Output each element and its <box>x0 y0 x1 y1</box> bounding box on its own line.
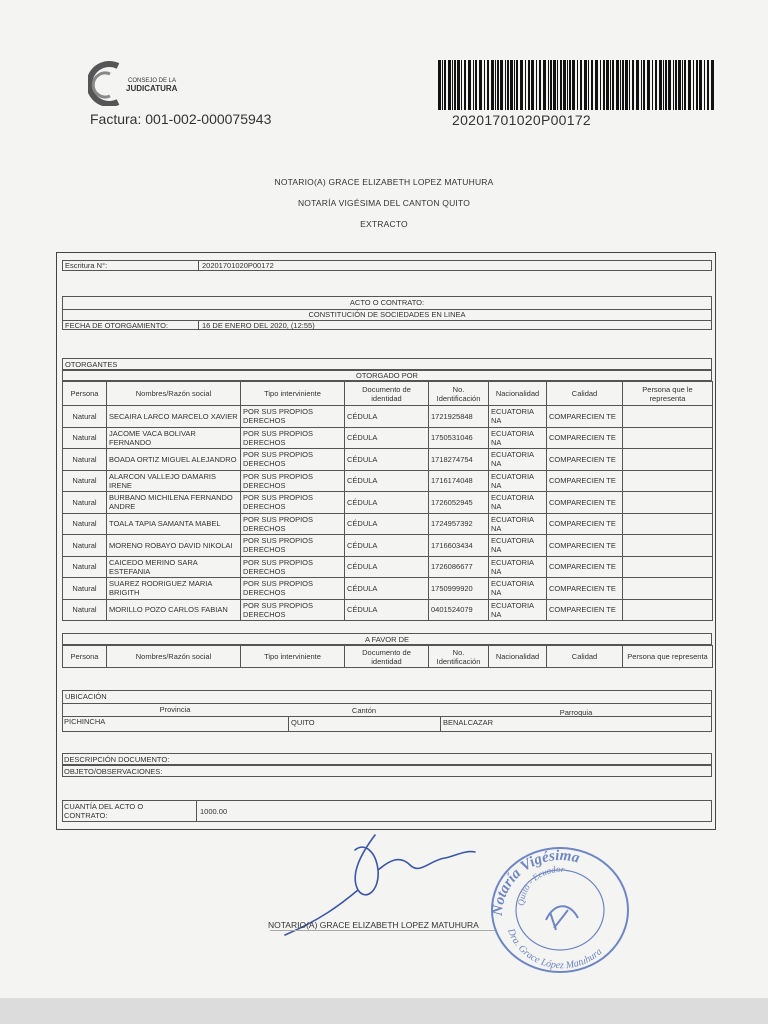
otorgantes-cell: ECUATORIA NA <box>489 492 547 514</box>
otorgantes-cell: Natural <box>63 535 107 557</box>
otorgantes-header-cell: Nombres/Razón social <box>107 382 241 406</box>
barcode-bar <box>497 60 499 110</box>
otorgantes-cell: 1716174048 <box>429 470 489 492</box>
barcode-bar <box>491 60 494 110</box>
otorgantes-cell: CÉDULA <box>345 578 429 600</box>
barcode-bar <box>536 60 537 110</box>
barcode-bar <box>643 60 645 110</box>
barcode-bar <box>507 60 509 110</box>
objeto-label: OBJETO/OBSERVACIONES: <box>64 767 163 776</box>
otorgantes-cell: CÉDULA <box>345 427 429 449</box>
otorgantes-cell: POR SUS PROPIOS DERECHOS <box>241 535 345 557</box>
otorgantes-cell: ECUATORIA NA <box>489 578 547 600</box>
barcode-bar <box>673 60 674 110</box>
otorgantes-cell: 1750531046 <box>429 427 489 449</box>
otorgantes-cell: 1716603434 <box>429 535 489 557</box>
otorgantes-cell <box>623 599 713 621</box>
otorgantes-cell: ECUATORIA NA <box>489 535 547 557</box>
otorgantes-cell: COMPARECIEN TE <box>547 513 623 535</box>
a-favor-header-cell: Documento de identidad <box>345 646 429 668</box>
barcode-bar <box>603 60 605 110</box>
logo-line1: CONSEJO DE LA <box>128 78 177 84</box>
ubicacion-parroquia-value: BENALCAZAR <box>443 718 494 727</box>
otorgantes-cell: SUAREZ RODRIGUEZ MARIA BRIGITH <box>107 578 241 600</box>
barcode-bar <box>514 60 515 110</box>
otorgantes-cell: SECAIRA LARCO MARCELO XAVIER <box>107 406 241 428</box>
barcode-bar <box>531 60 534 110</box>
otorgantes-row <box>63 427 713 449</box>
barcode-bar <box>520 60 523 110</box>
otorgantes-cell: POR SUS PROPIOS DERECHOS <box>241 556 345 578</box>
barcode <box>436 60 716 110</box>
barcode-bar <box>448 60 451 110</box>
otorgantes-cell: COMPARECIEN TE <box>547 470 623 492</box>
otorgantes-header-cell: Persona que le representa <box>623 382 713 406</box>
barcode-bar <box>688 60 691 110</box>
otorgantes-cell: JACOME VACA BOLIVAR FERNANDO <box>107 427 241 449</box>
barcode-bar <box>641 60 642 110</box>
barcode-bar <box>510 60 513 110</box>
barcode-bar <box>652 60 653 110</box>
otorgantes-cell: Natural <box>63 599 107 621</box>
a-favor-title: A FAVOR DE <box>364 635 410 644</box>
otorgantes-cell: 1726052945 <box>429 492 489 514</box>
notary-seal <box>484 838 636 976</box>
otorgantes-cell: BOADA ORTIZ MIGUEL ALEJANDRO <box>107 449 241 471</box>
barcode-bar <box>699 60 702 110</box>
otorgantes-cell: ECUATORIA NA <box>489 449 547 471</box>
barcode-bar <box>553 60 556 110</box>
barcode-bar <box>461 60 462 110</box>
otorgantes-cell: Natural <box>63 556 107 578</box>
otorgantes-cell <box>623 470 713 492</box>
barcode-bar <box>475 60 477 110</box>
otorgantes-header-cell: Documento de identidad <box>345 382 429 406</box>
otorgantes-cell: CÉDULA <box>345 492 429 514</box>
otorgantes-cell: Natural <box>63 470 107 492</box>
otorgantes-cell: POR SUS PROPIOS DERECHOS <box>241 406 345 428</box>
otorgantes-cell: CÉDULA <box>345 599 429 621</box>
otorgantes-cell <box>623 427 713 449</box>
a-favor-header-cell: Calidad <box>547 646 623 668</box>
cuantia-value: 1000.00 <box>200 807 228 816</box>
document-type: EXTRACTO <box>360 219 408 229</box>
a-favor-header-cell: Nacionalidad <box>489 646 547 668</box>
barcode-number: 20201701020P00172 <box>452 112 592 128</box>
acto-title: ACTO O CONTRATO: <box>349 298 425 307</box>
barcode-bar <box>528 60 530 110</box>
barcode-bar <box>659 60 662 110</box>
otorgantes-row <box>63 535 713 557</box>
seal-bottom-text: Dra. Grace López Matuhura <box>505 927 605 972</box>
barcode-bar <box>550 60 552 110</box>
otorgantes-cell: POR SUS PROPIOS DERECHOS <box>241 470 345 492</box>
barcode-bar <box>647 60 650 110</box>
barcode-bar <box>569 60 571 110</box>
otorgantes-cell <box>623 578 713 600</box>
descripcion-label: DESCRIPCIÓN DOCUMENTO: <box>64 755 170 764</box>
otorgantes-cell: CAICEDO MERINO SARA ESTEFANIA <box>107 556 241 578</box>
barcode-bar <box>543 60 546 110</box>
barcode-bar <box>539 60 541 110</box>
otorgantes-cell: CÉDULA <box>345 535 429 557</box>
otorgantes-cell: COMPARECIEN TE <box>547 449 623 471</box>
svg-text:Dra. Grace López Matuhura <box>505 926 605 971</box>
fecha-label: FECHA DE OTORGAMIENTO: <box>65 321 169 330</box>
otorgantes-header-cell: Persona <box>63 382 107 406</box>
otorgantes-cell: Natural <box>63 513 107 535</box>
ubicacion-parroquia-header: Parroquia <box>559 708 593 717</box>
barcode-bar <box>696 60 698 110</box>
otorgantes-cell: ECUATORIA NA <box>489 427 547 449</box>
otorgantes-cell <box>623 535 713 557</box>
otorgado-por-title: OTORGADO POR <box>356 371 418 380</box>
ubicacion-canton-header: Cantón <box>351 706 377 715</box>
otorgantes-cell: MORILLO POZO CARLOS FABIAN <box>107 599 241 621</box>
barcode-bar <box>707 60 709 110</box>
otorgantes-cell: COMPARECIEN TE <box>547 578 623 600</box>
barcode-bar <box>584 60 587 110</box>
barcode-bar <box>457 60 460 110</box>
barcode-bar <box>588 60 589 110</box>
otorgantes-cell: COMPARECIEN TE <box>547 492 623 514</box>
otorgantes-cell: MORENO ROBAYO DAVID NIKOLAI <box>107 535 241 557</box>
otorgantes-cell: ECUATORIA NA <box>489 470 547 492</box>
barcode-bar <box>684 60 686 110</box>
barcode-bar <box>620 60 621 110</box>
barcode-bar <box>487 60 489 110</box>
barcode-bar <box>560 60 562 110</box>
fecha-col-divider <box>198 320 199 330</box>
otorgantes-cell: 1724957392 <box>429 513 489 535</box>
otorgantes-row <box>63 449 713 471</box>
otorgantes-cell: 0401524079 <box>429 599 489 621</box>
otorgantes-cell: COMPARECIEN TE <box>547 599 623 621</box>
otorgantes-cell: TOALA TAPIA SAMANTA MABEL <box>107 513 241 535</box>
otorgantes-table <box>62 381 713 621</box>
barcode-bar <box>595 60 598 110</box>
barcode-bar <box>663 60 664 110</box>
barcode-bar <box>682 60 683 110</box>
svg-text:Quito - Ecuador <box>516 864 565 906</box>
a-favor-header-cell: Tipo interviniente <box>241 646 345 668</box>
otorgantes-row <box>63 578 713 600</box>
barcode-bar <box>567 60 568 110</box>
barcode-bar <box>606 60 609 110</box>
barcode-bar <box>636 60 639 110</box>
otorgantes-row <box>63 470 713 492</box>
barcode-bar <box>473 60 474 110</box>
barcode-bar <box>632 60 634 110</box>
otorgantes-cell: COMPARECIEN TE <box>547 406 623 428</box>
judicatura-logo <box>88 58 218 106</box>
barcode-bar <box>500 60 503 110</box>
otorgantes-title: OTORGANTES <box>65 360 118 369</box>
barcode-bar <box>454 60 456 110</box>
otorgantes-cell: COMPARECIEN TE <box>547 427 623 449</box>
barcode-bar <box>464 60 466 110</box>
barcode-bar <box>693 60 694 110</box>
otorgantes-header-cell: Calidad <box>547 382 623 406</box>
otorgantes-cell: 1726086677 <box>429 556 489 578</box>
ubicacion-divider <box>62 703 712 704</box>
barcode-bar <box>516 60 518 110</box>
barcode-bar <box>711 60 714 110</box>
barcode-bar <box>591 60 593 110</box>
otorgantes-cell: POR SUS PROPIOS DERECHOS <box>241 427 345 449</box>
otorgantes-cell: Natural <box>63 406 107 428</box>
ubicacion-provincia-value: PICHINCHA <box>64 717 106 726</box>
otorgantes-cell <box>623 513 713 535</box>
barcode-bar <box>678 60 681 110</box>
barcode-bar <box>479 60 482 110</box>
a-favor-header-cell: Persona <box>63 646 107 668</box>
otorgantes-header-cell: Tipo interviniente <box>241 382 345 406</box>
a-favor-header-cell: No. Identificación <box>429 646 489 668</box>
a-favor-header-cell: Persona que representa <box>623 646 713 668</box>
otorgantes-cell: POR SUS PROPIOS DERECHOS <box>241 599 345 621</box>
otorgantes-cell: CÉDULA <box>345 406 429 428</box>
barcode-bar <box>655 60 657 110</box>
barcode-bar <box>563 60 566 110</box>
otorgantes-cell <box>623 492 713 514</box>
barcode-bar <box>668 60 671 110</box>
otorgantes-cell: CÉDULA <box>345 449 429 471</box>
seal-top-text: Notaría Vigésima <box>489 847 582 917</box>
otorgantes-cell <box>623 556 713 578</box>
otorgantes-row <box>63 556 713 578</box>
cuantia-label: CUANTÍA DEL ACTO O CONTRATO: <box>64 802 144 820</box>
a-favor-header-cell: Nombres/Razón social <box>107 646 241 668</box>
scan-bottom-edge <box>0 998 768 1024</box>
notaria-title: NOTARÍA VIGÉSIMA DEL CANTON QUITO <box>297 198 471 208</box>
otorgantes-cell: CÉDULA <box>345 513 429 535</box>
ubicacion-provincia-header: Provincia <box>159 705 191 714</box>
otorgantes-cell: POR SUS PROPIOS DERECHOS <box>241 449 345 471</box>
barcode-bar <box>572 60 575 110</box>
barcode-bar <box>438 60 441 110</box>
factura-number: Factura: 001-002-000075943 <box>90 111 272 127</box>
barcode-bar <box>557 60 558 110</box>
otorgantes-cell: ECUATORIA NA <box>489 556 547 578</box>
otorgantes-header-cell: No. Identificación <box>429 382 489 406</box>
cuantia-divider <box>196 800 197 822</box>
otorgantes-cell: ECUATORIA NA <box>489 599 547 621</box>
otorgantes-cell: Natural <box>63 449 107 471</box>
a-favor-header-row <box>63 646 713 668</box>
otorgantes-cell: CÉDULA <box>345 470 429 492</box>
barcode-bar <box>442 60 443 110</box>
otorgantes-cell: Natural <box>63 492 107 514</box>
otorgantes-cell: POR SUS PROPIOS DERECHOS <box>241 513 345 535</box>
notary-title: NOTARIO(A) GRACE ELIZABETH LOPEZ MATUHURA <box>274 177 494 187</box>
ubicacion-title: UBICACIÓN <box>65 692 107 701</box>
barcode-bar <box>484 60 485 110</box>
barcode-bar <box>612 60 614 110</box>
barcode-bar <box>505 60 506 110</box>
otorgantes-cell: Natural <box>63 427 107 449</box>
barcode-bar <box>616 60 619 110</box>
escritura-divider <box>198 260 199 271</box>
otorgantes-cell: Natural <box>63 578 107 600</box>
signature-notary-name: NOTARIO(A) GRACE ELIZABETH LOPEZ MATUHURA <box>268 920 479 930</box>
otorgantes-cell: 1721925848 <box>429 406 489 428</box>
otorgantes-cell: COMPARECIEN TE <box>547 535 623 557</box>
barcode-bar <box>704 60 705 110</box>
otorgantes-cell: CÉDULA <box>345 556 429 578</box>
otorgantes-cell: ECUATORIA NA <box>489 513 547 535</box>
otorgantes-cell: BURBANO MICHILENA FERNANDO ANDRE <box>107 492 241 514</box>
barcode-bar <box>665 60 667 110</box>
barcode-bar <box>600 60 601 110</box>
otorgantes-row <box>63 599 713 621</box>
barcode-bar <box>452 60 453 110</box>
barcode-bar <box>495 60 496 110</box>
otorgantes-cell: 1718274754 <box>429 449 489 471</box>
barcode-bar <box>444 60 446 110</box>
otorgantes-cell: POR SUS PROPIOS DERECHOS <box>241 578 345 600</box>
otorgantes-row <box>63 513 713 535</box>
ubicacion-col-divider-2 <box>440 716 441 732</box>
otorgantes-cell: COMPARECIEN TE <box>547 556 623 578</box>
otorgantes-row <box>63 406 713 428</box>
ubicacion-canton-value: QUITO <box>291 718 315 727</box>
barcode-bar <box>525 60 526 110</box>
otorgantes-cell: 1750999920 <box>429 578 489 600</box>
otorgantes-header-row <box>63 382 713 406</box>
barcode-bar <box>622 60 624 110</box>
barcode-bar <box>675 60 677 110</box>
otorgantes-cell: POR SUS PROPIOS DERECHOS <box>241 492 345 514</box>
escritura-label: Escritura N°: <box>65 261 108 270</box>
otorgantes-cell <box>623 406 713 428</box>
barcode-bar <box>468 60 471 110</box>
fecha-value: 16 DE ENERO DEL 2020, (12:55) <box>202 321 315 330</box>
otorgantes-row <box>63 492 713 514</box>
barcode-bar <box>548 60 549 110</box>
a-favor-table <box>62 645 713 668</box>
seal-city-text: Quito - Ecuador <box>515 863 565 907</box>
otorgantes-cell: ECUATORIA NA <box>489 406 547 428</box>
barcode-bar <box>580 60 582 110</box>
barcode-bar <box>625 60 628 110</box>
acto-value: CONSTITUCIÓN DE SOCIEDADES EN LINEA <box>308 310 466 319</box>
otorgantes-cell: ALARCON VALLEJO DAMARIS IRENE <box>107 470 241 492</box>
signature-line <box>270 930 495 931</box>
barcode-bar <box>610 60 611 110</box>
barcode-bar <box>577 60 578 110</box>
logo-line2: JUDICATURA <box>126 84 178 93</box>
otorgantes-header-cell: Nacionalidad <box>489 382 547 406</box>
ubicacion-col-divider-1 <box>288 716 289 732</box>
otorgantes-cell <box>623 449 713 471</box>
escritura-value: 20201701020P00172 <box>202 261 274 270</box>
barcode-bar <box>629 60 630 110</box>
